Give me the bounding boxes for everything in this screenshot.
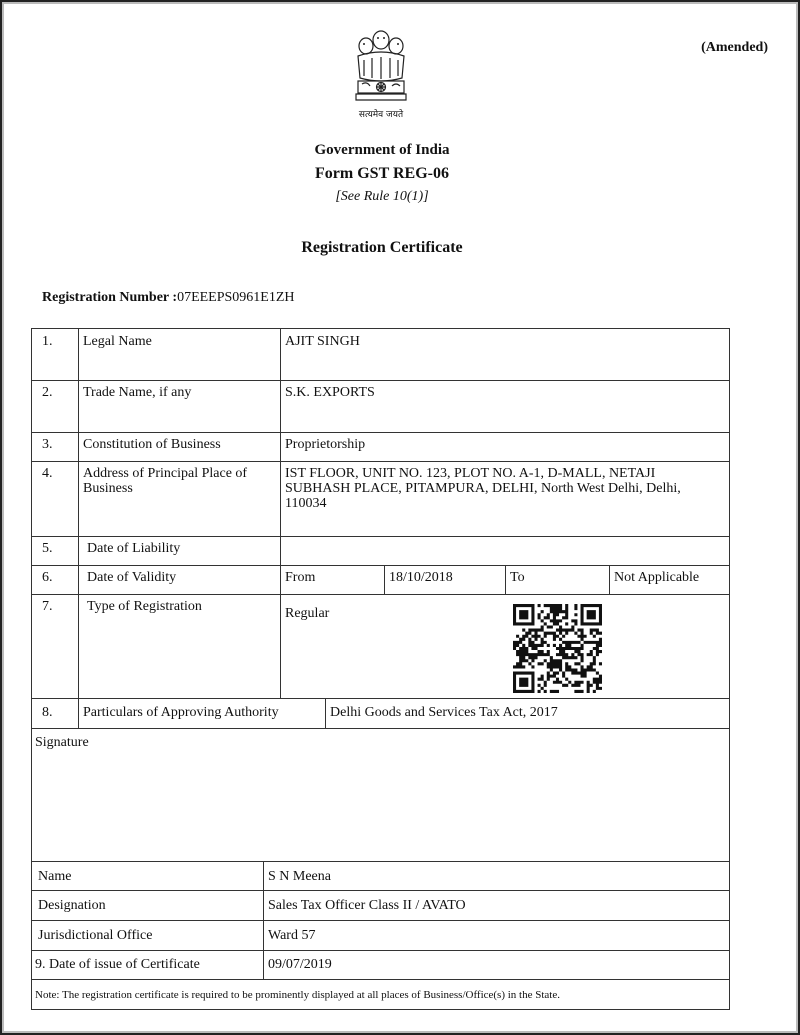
registration-number-label: Registration Number : — [42, 290, 178, 305]
row-number: 5. — [42, 541, 53, 556]
approving-authority-value: Delhi Goods and Services Tax Act, 2017 — [330, 705, 558, 720]
jurisdictional-office-label: Jurisdictional Office — [38, 928, 153, 943]
certificate-title: Registration Certificate — [301, 239, 463, 256]
row-number: 4. — [42, 466, 53, 481]
designation-label: Designation — [38, 898, 106, 913]
validity-to-label: To — [510, 570, 525, 585]
qr-code-icon — [513, 604, 602, 693]
row-label: Address of Principal Place of Business — [83, 466, 248, 496]
row-number: 8. — [42, 705, 53, 720]
row-label: Date of Validity — [87, 570, 177, 585]
row-label: Type of Registration — [87, 599, 202, 614]
registration-table — [31, 328, 730, 1010]
form-heading: Form GST REG-06 — [315, 165, 449, 182]
address-value: IST FLOOR, UNIT NO. 123, PLOT NO. A-1, D-MALL, NETAJI SUBHASH PLACE, PITAMPURA, DELHI, North West Delhi, Delhi, 110034 — [285, 466, 681, 511]
government-heading: Government of India — [314, 142, 450, 158]
validity-from-label: From — [285, 570, 316, 585]
emblem-caption: सत्यमेव जयते — [358, 110, 404, 120]
jurisdictional-office-value: Ward 57 — [268, 928, 316, 943]
registration-type-value: Regular — [285, 606, 330, 621]
row-label: Particulars of Approving Authority — [83, 705, 279, 720]
signature-label: Signature — [35, 735, 89, 750]
amended-label: (Amended) — [701, 40, 768, 55]
row-label: Legal Name — [83, 334, 152, 349]
designation-value: Sales Tax Officer Class II / AVATO — [268, 898, 466, 913]
issue-date-label: 9. Date of issue of Certificate — [35, 957, 200, 972]
rule-reference: [See Rule 10(1)] — [335, 189, 429, 204]
issue-date-value: 09/07/2019 — [268, 957, 332, 972]
trade-name-value: S.K. EXPORTS — [285, 385, 375, 400]
row-number: 3. — [42, 437, 53, 452]
registration-number — [42, 290, 295, 306]
officer-name-value: S N Meena — [268, 869, 331, 884]
row-number: 1. — [42, 334, 53, 349]
row-label: Constitution of Business — [83, 437, 221, 452]
legal-name-value: AJIT SINGH — [285, 334, 360, 349]
validity-from-value: 18/10/2018 — [389, 570, 453, 585]
constitution-value: Proprietorship — [285, 437, 366, 452]
row-number: 6. — [42, 570, 53, 585]
registration-number-value: 07EEEPS0961E1ZH — [177, 290, 295, 305]
row-number: 7. — [42, 599, 53, 614]
name-label: Name — [38, 869, 72, 884]
liability-date-value — [280, 536, 729, 546]
row-number: 2. — [42, 385, 53, 400]
validity-to-value: Not Applicable — [614, 570, 700, 585]
display-note: Note: The registration certificate is required to be prominently displayed at all places of Business/Office(s) in the State. — [35, 989, 560, 1001]
row-label: Date of Liability — [87, 541, 181, 556]
row-label: Trade Name, if any — [83, 385, 192, 400]
